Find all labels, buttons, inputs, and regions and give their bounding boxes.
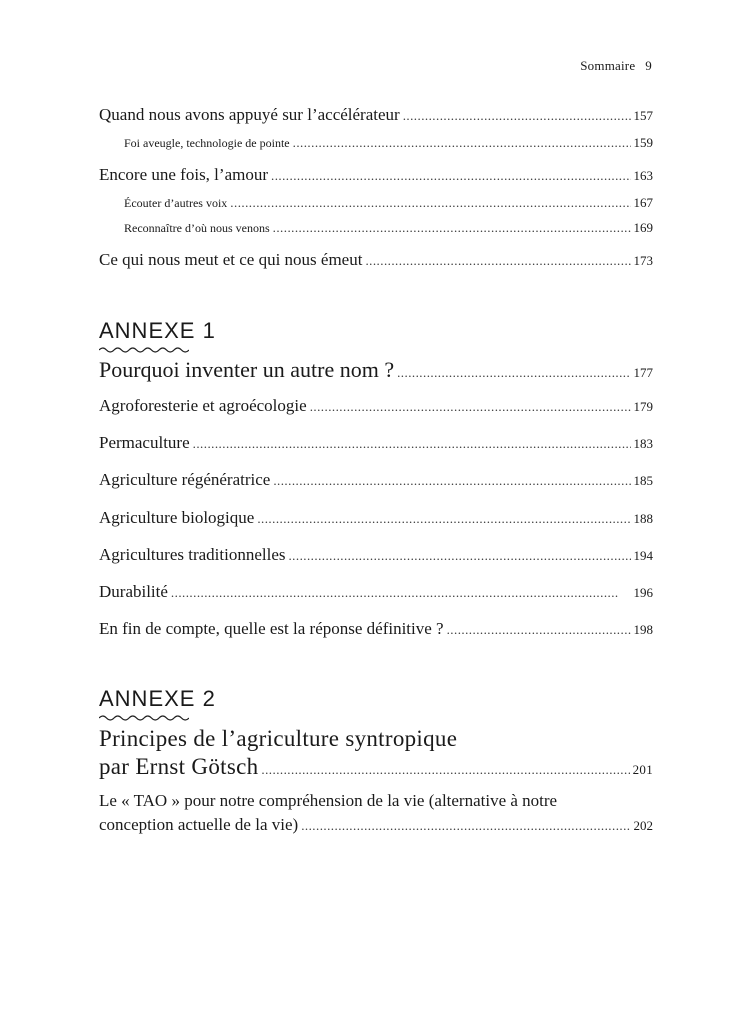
annexe2-title-line1: Principes de l’agriculture syntropique [99,726,458,751]
toc-entry[interactable] [99,619,653,639]
toc-entry[interactable] [99,582,653,602]
leader-dots [397,357,630,383]
toc-entry-page: 159 [633,135,653,150]
toc-entry-page: 177 [633,365,653,380]
running-header [580,58,652,74]
toc-entry-title: Reconnaître d’où nous venons [124,221,270,235]
toc-entry-page: 157 [633,108,653,123]
toc-entry[interactable] [99,396,653,416]
toc-entry-page: 173 [633,253,653,268]
toc-entry-page: 194 [633,548,653,563]
toc-entry-title-line1: Le « TAO » pour notre compréhension de la vie (alternative à notre [99,791,558,810]
toc-entry-title: Durabilité [99,582,168,601]
leader-dots [310,396,631,416]
toc-entry-multiline[interactable] [99,791,653,811]
toc-subentry[interactable] [124,220,653,236]
annexe2-title-line2: par Ernst Götsch [99,754,259,779]
wave-divider [99,714,189,722]
toc-entry-page: 163 [633,168,653,183]
toc-entry-title: Écouter d’autres voix [124,196,228,210]
toc-entry-page: 167 [633,195,653,210]
leader-dots [293,135,631,151]
leader-dots [403,105,631,125]
annexe1-title: Pourquoi inventer un autre nom ? [99,357,395,382]
leader-dots [230,195,630,211]
toc-subentry[interactable] [124,195,653,211]
toc-entry-title: Agriculture régénératrice [99,470,271,489]
leader-dots [171,582,631,602]
leader-dots [193,433,631,453]
toc-entry[interactable] [99,815,653,835]
toc-entry-page: 185 [633,473,653,488]
leader-dots [288,545,630,565]
leader-dots [261,754,629,780]
annexe1-title-entry[interactable] [99,357,653,383]
leader-dots [273,220,631,236]
toc-entry-title: Agricultures traditionnelles [99,545,286,564]
toc-entry-title: Foi aveugle, technologie de pointe [124,136,290,150]
toc-entry[interactable] [99,165,653,185]
toc-entry[interactable] [99,250,653,270]
toc-entry-title-line2: conception actuelle de la vie) [99,815,299,834]
leader-dots [365,250,630,270]
toc-entry[interactable] [99,470,653,490]
toc-entry[interactable] [99,508,653,528]
leader-dots [273,470,630,490]
toc-entry-title: Ce qui nous meut et ce qui nous émeut [99,250,363,269]
toc-entry[interactable] [99,433,653,453]
toc-entry-page: 196 [633,585,653,600]
toc-entry-page: 179 [633,399,653,414]
toc-entry[interactable] [99,545,653,565]
toc-entry-page: 198 [633,622,653,637]
leader-dots [257,508,630,528]
toc-entry-title: Agriculture biologique [99,508,255,527]
toc-entry-title: En fin de compte, quelle est la réponse définitive ? [99,619,444,638]
annexe2-label: ANNEXE 2 [99,686,216,711]
toc-entry[interactable] [99,105,653,125]
toc-entry-page: 202 [633,818,653,833]
leader-dots [447,619,631,639]
toc-entry-page: 169 [633,220,653,235]
toc-entry-title: Agroforesterie et agroécologie [99,396,307,415]
toc-entry-page: 188 [633,511,653,526]
annexe1-label: ANNEXE 1 [99,318,216,343]
toc-subentry[interactable] [124,135,653,151]
header-page-number: 9 [645,58,652,73]
toc-entry-title: Permaculture [99,433,190,452]
toc-entry-page: 201 [632,762,653,777]
wave-divider [99,346,189,354]
toc-entry-title: Encore une fois, l’amour [99,165,268,184]
leader-dots [271,165,631,185]
toc-entry-page: 183 [633,436,653,451]
leader-dots [301,815,630,835]
header-section: Sommaire [580,58,636,73]
toc-entry-title: Quand nous avons appuyé sur l’accélérateur [99,105,400,124]
annexe2-title-entry[interactable] [99,754,653,780]
